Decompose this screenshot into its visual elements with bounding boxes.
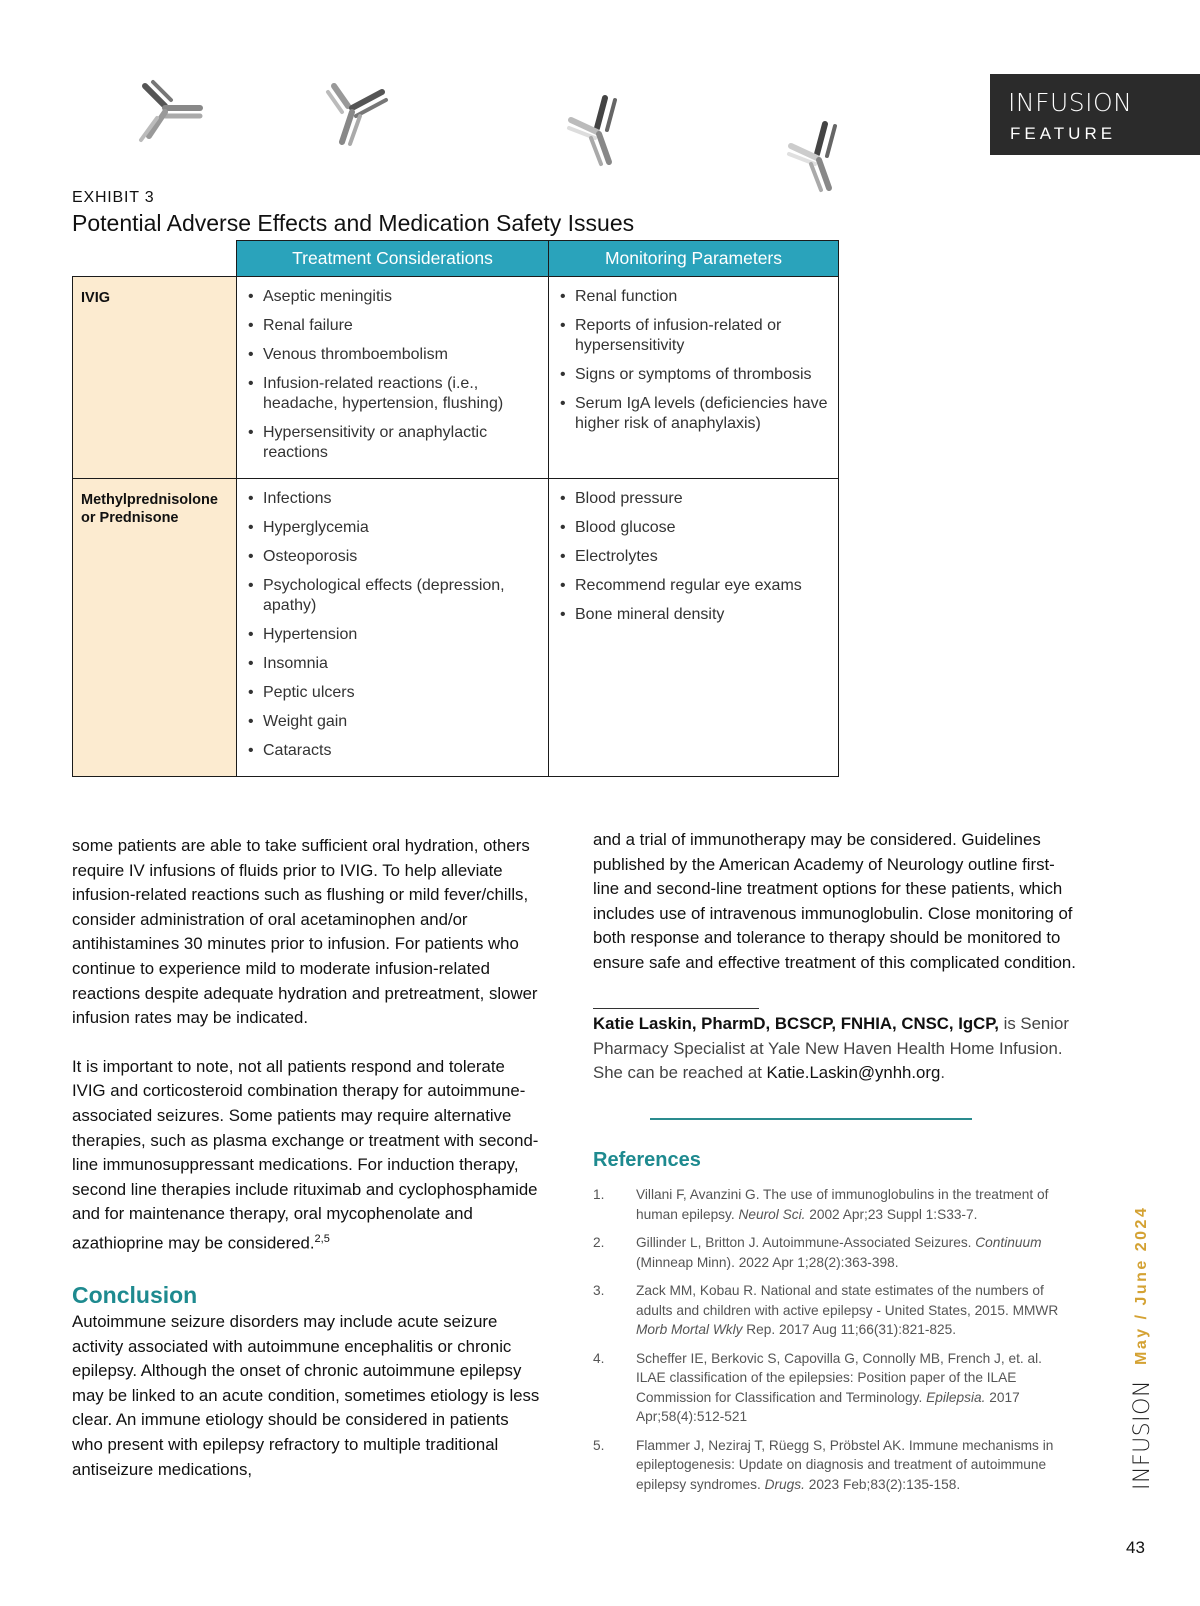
reference-item [593, 1349, 1063, 1427]
reference-journal: Continuum [975, 1235, 1042, 1250]
header-blank [73, 241, 237, 277]
author-email[interactable]: Katie.Laskin@ynhh.org [766, 1063, 941, 1083]
section-divider [650, 1118, 972, 1120]
reference-number: 4. [593, 1350, 605, 1366]
issue-date [1127, 1205, 1157, 1365]
exhibit-title: Potential Adverse Effects and Medication Safety Issues [72, 210, 635, 236]
reference-text: (Minneap Minn). 2022 Apr 1;28(2):363-398. [636, 1254, 899, 1270]
author-name: Katie Laskin, PharmD, BCSCP, FNHIA, CNSC, IgCP, [593, 1014, 999, 1033]
list-item: • Peptic ulcers [245, 683, 540, 703]
exhibit-table [72, 240, 839, 777]
table-row [73, 479, 839, 777]
reference-item [593, 1281, 1063, 1340]
treatment-cell [237, 277, 549, 479]
list-item: • Cataracts [245, 741, 540, 761]
reference-number: 2. [593, 1235, 605, 1250]
list-item: • Reports of infusion-related or hypersensitivity [557, 316, 830, 356]
treatment-list [245, 287, 540, 463]
list-item: • Hypertension [245, 625, 540, 645]
reference-number: 1. [593, 1187, 605, 1202]
reference-text: 2017 Apr;58(4):512-521 [636, 1389, 1020, 1424]
references-list [593, 1185, 1063, 1503]
header-treatment: Treatment Considerations [237, 241, 549, 277]
body-paragraph: some patients are able to take sufficient oral hydration, others require IV infusions of fluids prior to IVIG. To help alleviate infusion-related reactions such as flushing or mild fever/chills, consider administration of oral acetaminophen and/or antihistamines 30 minutes prior to infusion. For patients who continue to experience mild to moderate infusion-related reactions despite adequate hydration and pretreatment, slower infusion rates may be indicated. [72, 836, 538, 1028]
right-column [593, 828, 1078, 976]
exhibit-label: EXHIBIT 3 [72, 189, 155, 206]
sidebar-logo [1127, 1380, 1157, 1490]
monitoring-cell [549, 479, 839, 777]
body-text: It is important to note, not all patients respond and tolerate IVIG and corticosteroid combination therapy for autoimmune-associated seizures. Some patients may require alternative therapies, such as plasma exchange or treatment with second-line immunosuppressant medications. For induction therapy, second line therapies include rituximab and cyclophosphamide and for maintenance therapy, oral mycophenolate and azathioprine may be considered. [72, 1056, 539, 1253]
reference-journal: Epilepsia. [926, 1389, 986, 1405]
treatment-cell [237, 479, 549, 777]
list-item: • Bone mineral density [557, 605, 830, 625]
list-item: • Electrolytes [557, 547, 830, 567]
treatment-list [245, 489, 540, 761]
list-item: • Hypersensitivity or anaphylactic reactions [245, 423, 540, 463]
list-item: • Insomnia [245, 654, 540, 674]
reference-text: 2002 Apr;23 Suppl 1:S33-7. [805, 1206, 978, 1222]
author-bio-text: is Senior Pharmacy Specialist at Yale New Haven Health Home Infusion. She can be reached at [593, 1014, 1069, 1083]
section-label: FEATURE [1010, 124, 1117, 143]
reference-number: 3. [593, 1283, 605, 1298]
list-item: • Blood pressure [557, 489, 830, 509]
body-paragraph: and a trial of immunotherapy may be considered. Guidelines published by the American Academy of Neurology outline first-line and second-line treatment options for these patients, which includes use of intravenous immunoglobulin. Close monitoring of both response and tolerance to therapy should be monitored to ensure safe and effective treatment of this complicated condition. [593, 830, 1076, 972]
monitoring-list [557, 287, 830, 434]
header-monitoring: Monitoring Parameters [549, 241, 839, 277]
citation-sup: 2,5 [314, 1232, 330, 1245]
issue-date-text: May / June 2024 [1133, 1205, 1150, 1365]
signature-divider [593, 1008, 759, 1009]
references-heading: References [593, 1149, 701, 1171]
left-column [72, 834, 542, 1482]
antibody-icon [135, 78, 215, 158]
drug-name-cell: Methylprednisolone or Prednisone [73, 479, 237, 777]
reference-journal: Neurol Sci. [738, 1206, 806, 1222]
list-item: • Renal failure [245, 316, 540, 336]
reference-item [593, 1185, 1063, 1224]
list-item: • Osteoporosis [245, 547, 540, 567]
reference-text: Gillinder L, Britton J. Autoimmune-Associated Seizures. [636, 1235, 976, 1250]
reference-item [593, 1233, 1063, 1272]
reference-text: Villani F, Avanzini G. The use of immunoglobulins in the treatment of human epilepsy. [636, 1187, 1049, 1222]
drug-name-cell: IVIG [73, 277, 237, 479]
list-item: • Infusion-related reactions (i.e., headache, hypertension, flushing) [245, 374, 540, 414]
reference-text: 2023 Feb;83(2):135-158. [804, 1476, 961, 1492]
sidebar-logo-text: INFUSION [1130, 1380, 1155, 1490]
table-row [73, 277, 839, 479]
list-item: • Blood glucose [557, 518, 830, 538]
list-item: • Renal function [557, 287, 830, 307]
monitoring-cell [549, 277, 839, 479]
body-paragraph: Autoimmune seizure disorders may include acute seizure activity associated with autoimmune encephalitis or chronic epilepsy. Although the onset of chronic autoimmune epilepsy may be linked to an acute condition, sometimes etiology is less clear. An immune etiology should be considered in patients who present with epilepsy refractory to multiple traditional antiseizure medications, [72, 1312, 540, 1479]
reference-text: Scheffer IE, Berkovic S, Capovilla G, Connolly MB, French J, et. al. ILAE classification of the epilepsies: Position paper of the ILAE Commission for Classification and Terminology. [636, 1350, 1042, 1405]
reference-journal: Morb Mortal Wkly [636, 1322, 743, 1337]
list-item: • Psychological effects (depression, apathy) [245, 576, 540, 616]
monitoring-list [557, 489, 830, 625]
conclusion-heading: Conclusion [72, 1282, 198, 1309]
list-item: • Hyperglycemia [245, 518, 540, 538]
reference-text: Rep. 2017 Aug 11;66(31):821-825. [742, 1322, 957, 1337]
infusion-logo: INFUSION [1008, 88, 1133, 117]
list-item: • Recommend regular eye exams [557, 576, 830, 596]
author-bio [593, 1012, 1083, 1086]
antibody-icon [565, 92, 645, 172]
list-item: • Venous thromboembolism [245, 345, 540, 365]
reference-journal: Drugs. [764, 1476, 805, 1492]
feature-badge [990, 74, 1200, 155]
list-item: • Weight gain [245, 712, 540, 732]
page-number: 43 [1126, 1538, 1145, 1557]
list-item: • Signs or symptoms of thrombosis [557, 365, 830, 385]
list-item: • Aseptic meningitis [245, 287, 540, 307]
reference-text: Flammer J, Neziraj T, Rüegg S, Pröbstel AK. Immune mechanisms in epileptogenesis: Update on diagnosis and treatment of autoimmune epilepsy syndromes. [636, 1437, 1054, 1492]
reference-number: 5. [593, 1437, 605, 1453]
table-header-row [73, 241, 839, 277]
body-paragraph [72, 1055, 542, 1256]
list-item: • Infections [245, 489, 540, 509]
antibody-icon [322, 72, 402, 152]
author-bio-end: . [940, 1063, 945, 1083]
list-item: • Serum IgA levels (deficiencies have higher risk of anaphylaxis) [557, 394, 830, 434]
antibody-icon [785, 118, 865, 198]
reference-text: Zack MM, Kobau R. National and state estimates of the numbers of adults and children with active epilepsy - United States, 2015. MMWR [636, 1283, 1059, 1318]
reference-item [593, 1436, 1063, 1495]
